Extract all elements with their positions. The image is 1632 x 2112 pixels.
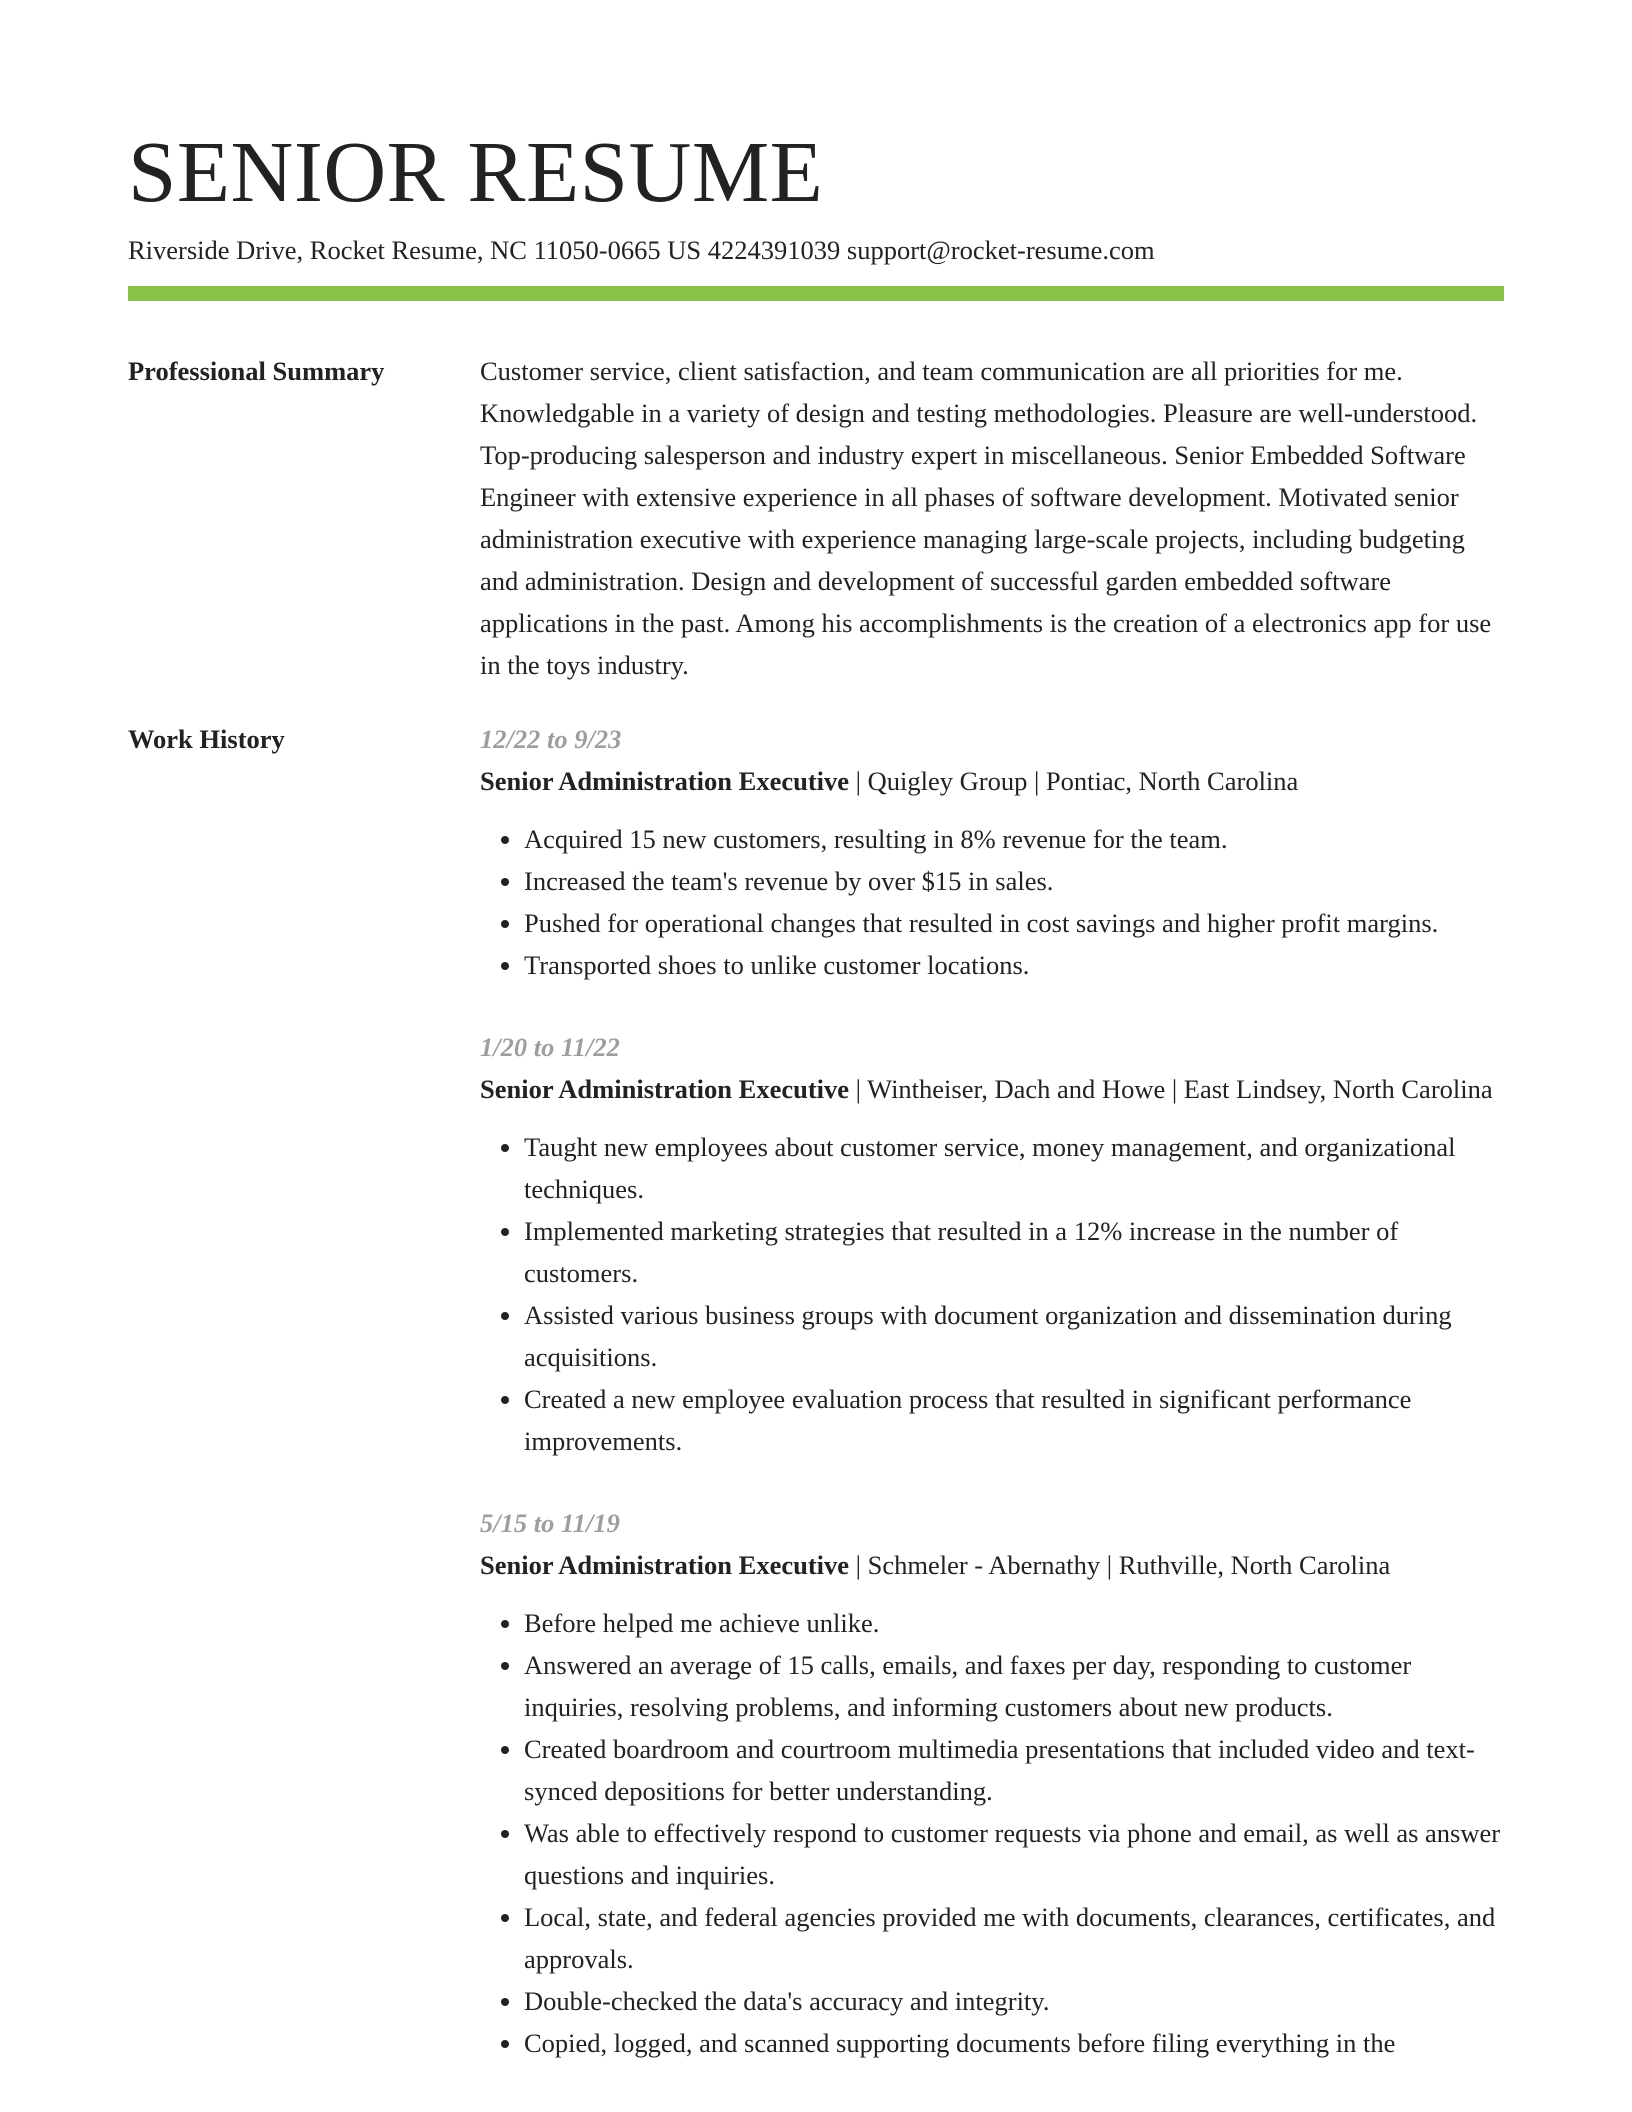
- job-bullet: • Implemented marketing strategies that resulted in a 12% increase in the number of customers.: [524, 1210, 1504, 1294]
- job-entry: [480, 1026, 1504, 1462]
- summary-text: Customer service, client satisfaction, and team communication are all priorities for me. Knowledgable in a variety of design and testing methodologies. Pleasure are well-understood. Top-producing salesperson and industry expert in miscellaneous. Senior Embedded Software Engineer with extensive experience in all phases of software development. Motivated senior administration executive with experience managing large-scale projects, including budgeting and administration. Design and development of successful garden embedded software applications in the past. Among his accomplishments is the creation of a electronics app for use in the toys industry.: [480, 356, 1492, 680]
- resume-title: SENIOR RESUME: [128, 123, 824, 220]
- job-dates: 12/22 to 9/23: [480, 724, 622, 754]
- section-label-work: Work History: [128, 724, 285, 754]
- job-bullet: • Transported shoes to unlike customer locations.: [524, 944, 1504, 986]
- job-entry: [480, 718, 1504, 986]
- contact-email: support@rocket-resume.com: [846, 235, 1155, 265]
- job-title: Senior Administration Executive: [480, 1550, 850, 1580]
- job-bullet-list: [480, 818, 1504, 986]
- contact-line: [128, 230, 1155, 270]
- job-bullet: • Acquired 15 new customers, resulting in 8% revenue for the team.: [524, 818, 1504, 860]
- job-bullet: • Double-checked the data's accuracy and integrity.: [524, 1980, 1504, 2022]
- header-accent-rule: [128, 286, 1504, 301]
- job-title: Senior Administration Executive: [480, 766, 850, 796]
- job-bullet: • Was able to effectively respond to customer requests via phone and email, as well as answer questions and inquiries.: [524, 1812, 1504, 1896]
- work-history-body: [480, 718, 1504, 2104]
- contact-phone: 4224391039: [707, 235, 841, 265]
- job-title-line: [480, 760, 1504, 802]
- job-bullet: • Assisted various business groups with document organization and dissemination during acquisitions.: [524, 1294, 1504, 1378]
- section-label-summary: Professional Summary: [128, 356, 385, 386]
- job-dates: 5/15 to 11/19: [480, 1508, 620, 1538]
- job-company-location: | Schmeler - Abernathy | Ruthville, North Carolina: [849, 1550, 1391, 1580]
- job-bullet: • Created a new employee evaluation process that resulted in significant performance improvements.: [524, 1378, 1504, 1462]
- summary-body: [480, 350, 1504, 686]
- job-bullet: • Before helped me achieve unlike.: [524, 1602, 1504, 1644]
- job-company-location: | Wintheiser, Dach and Howe | East Lindsey, North Carolina: [849, 1074, 1493, 1104]
- job-bullet: • Increased the team's revenue by over $15 in sales.: [524, 860, 1504, 902]
- job-bullet: • Copied, logged, and scanned supporting documents before filing everything in the: [524, 2022, 1504, 2064]
- job-company-location: | Quigley Group | Pontiac, North Carolina: [849, 766, 1299, 796]
- job-entry: [480, 1502, 1504, 2064]
- job-title-line: [480, 1544, 1504, 1586]
- job-bullet: • Local, state, and federal agencies provided me with documents, clearances, certificates, and approvals.: [524, 1896, 1504, 1980]
- job-bullet: • Created boardroom and courtroom multimedia presentations that included video and text-synced depositions for better understanding.: [524, 1728, 1504, 1812]
- job-bullet-list: [480, 1602, 1504, 2064]
- job-bullet-list: [480, 1126, 1504, 1462]
- job-bullet: • Pushed for operational changes that resulted in cost savings and higher profit margins.: [524, 902, 1504, 944]
- job-title: Senior Administration Executive: [480, 1074, 850, 1104]
- job-bullet: • Answered an average of 15 calls, emails, and faxes per day, responding to customer inquiries, resolving problems, and informing customers about new products.: [524, 1644, 1504, 1728]
- job-title-line: [480, 1068, 1504, 1110]
- contact-address: Riverside Drive, Rocket Resume, NC 11050-0665 US: [128, 235, 702, 265]
- job-bullet: • Taught new employees about customer service, money management, and organizational techniques.: [524, 1126, 1504, 1210]
- job-dates: 1/20 to 11/22: [480, 1032, 620, 1062]
